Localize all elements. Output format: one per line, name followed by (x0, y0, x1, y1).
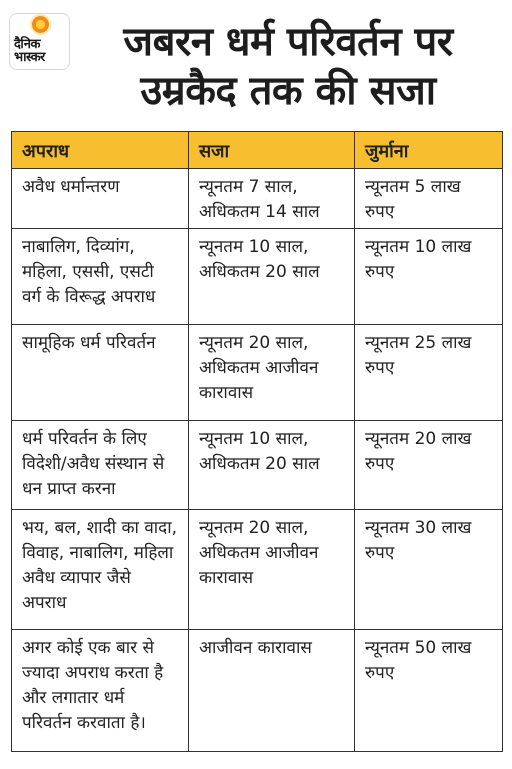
punishment-cell: न्यूनतम 20 साल, अधिकतम आजीवन कारावास (189, 325, 355, 421)
logo-line-2: भास्कर (14, 50, 45, 65)
dainik-bhaskar-logo (9, 13, 70, 70)
sun-logo-icon (32, 16, 49, 33)
offense-cell: नाबालिग, दिव्यांग, महिला, एससी, एसटी वर्ग के विरूद्ध अपराध (12, 229, 189, 325)
table-row (12, 630, 503, 752)
headline-line-1: जबरन धर्म परिवर्तन पर (123, 19, 453, 65)
fine-cell: न्यूनतम 5 लाख रुपए (355, 169, 503, 229)
offense-cell: भय, बल, शादी का वादा, विवाह, नाबालिग, महिला अवैध व्यापार जैसे अपराध (12, 510, 189, 630)
punishment-cell: न्यूनतम 20 साल, अधिकतम आजीवन कारावास (189, 510, 355, 630)
fine-cell: न्यूनतम 25 लाख रुपए (355, 325, 503, 421)
punishment-cell: न्यूनतम 10 साल, अधिकतम 20 साल (189, 229, 355, 325)
table-row (12, 169, 503, 229)
punishment-cell: न्यूनतम 10 साल, अधिकतम 20 साल (189, 421, 355, 510)
header-fine: जुर्माना (355, 132, 503, 169)
fine-cell: न्यूनतम 50 लाख रुपए (355, 630, 503, 752)
punishment-cell: आजीवन कारावास (189, 630, 355, 752)
fine-cell: न्यूनतम 10 लाख रुपए (355, 229, 503, 325)
headline-line-2: उम्रकैद तक की सजा (140, 68, 436, 114)
offense-cell: सामूहिक धर्म परिवर्तन (12, 325, 189, 421)
table-header-row (12, 132, 503, 169)
offense-cell: धर्म परिवर्तन के लिए विदेशी/अवैध संस्थान से धन प्राप्त करना (12, 421, 189, 510)
table-row (12, 510, 503, 630)
headline (82, 18, 494, 116)
table-row (12, 229, 503, 325)
penalty-table-container (11, 131, 502, 752)
fine-cell: न्यूनतम 30 लाख रुपए (355, 510, 503, 630)
logo-text (14, 38, 66, 64)
punishment-cell: न्यूनतम 7 साल, अधिकतम 14 साल (189, 169, 355, 229)
offense-cell: अगर कोई एक बार से ज्यादा अपराध करता है और लगातार धर्म परिवर्तन करवाता है। (12, 630, 189, 752)
table-row (12, 421, 503, 510)
logo-line-1: दैनिक (14, 37, 40, 52)
graphic-header (0, 0, 512, 125)
table-row (12, 325, 503, 421)
header-punishment: सजा (189, 132, 355, 169)
fine-cell: न्यूनतम 20 लाख रुपए (355, 421, 503, 510)
penalty-table (11, 131, 503, 752)
offense-cell: अवैध धर्मान्तरण (12, 169, 189, 229)
header-offense: अपराध (12, 132, 189, 169)
